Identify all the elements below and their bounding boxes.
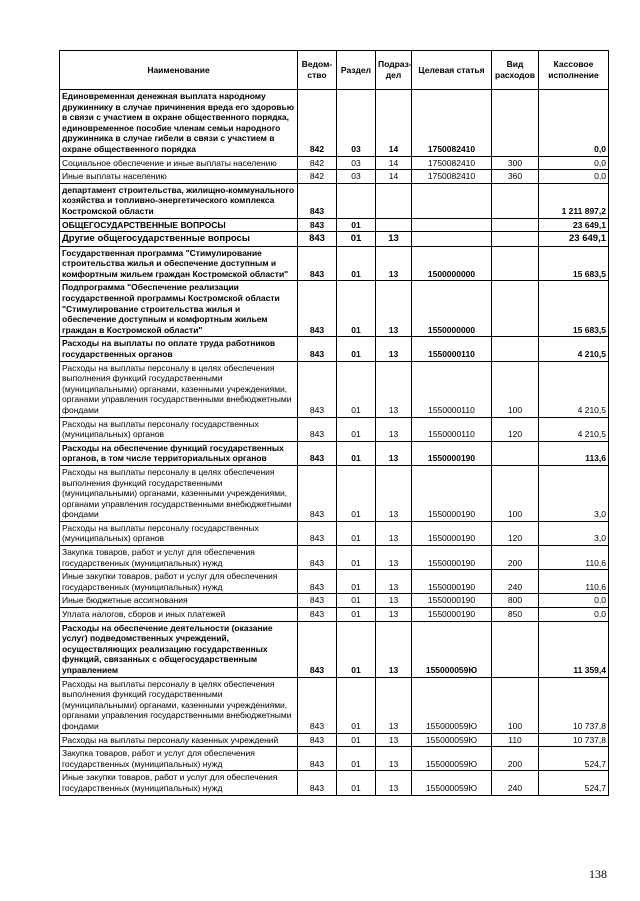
- row-name: Расходы на выплаты персоналу в целях обеспечения выполнения функций государственными (муниципальными) органами, казенными учреждениями, органами управления государственными внебюджетными фондами: [60, 361, 298, 417]
- row-celevaya-statya: 1750082410: [412, 156, 492, 170]
- row-vedomstvo: 843: [298, 465, 337, 521]
- page-number: 138: [589, 867, 607, 881]
- row-kassovoe-ispolnenie: 10 737,8: [539, 677, 609, 733]
- row-kassovoe-ispolnenie: 0,0: [539, 90, 609, 157]
- row-name: департамент строительства, жилищно-коммунального хозяйства и топливно-энергетического комплекса Костромской области: [60, 183, 298, 218]
- row-name: Расходы на обеспечение функций государственных органов, в том числе территориальных органов: [60, 441, 298, 465]
- row-podrazdel: 13: [376, 747, 412, 771]
- row-name: Уплата налогов, сборов и иных платежей: [60, 608, 298, 622]
- row-name: Единовременная денежная выплата народному дружиннику в случае причинения вреда его здоровью в связи с участием в охране общественного порядка, единовременное пособие членам семьи народного дружинника в случае гибели в связи с участием в охране общественного порядка: [60, 90, 298, 157]
- row-vedomstvo: 843: [298, 621, 337, 677]
- table-row: [60, 747, 609, 771]
- row-vedomstvo: 843: [298, 281, 337, 337]
- row-kassovoe-ispolnenie: 15 683,5: [539, 281, 609, 337]
- row-kassovoe-ispolnenie: 23 649,1: [539, 232, 609, 247]
- row-name: Расходы на выплаты персоналу казенных учреждений: [60, 733, 298, 747]
- row-razdel: 03: [337, 90, 376, 157]
- row-celevaya-statya: 1550000190: [412, 608, 492, 622]
- row-kassovoe-ispolnenie: 23 649,1: [539, 218, 609, 232]
- row-razdel: 03: [337, 170, 376, 184]
- row-razdel: 01: [337, 218, 376, 232]
- row-kassovoe-ispolnenie: 0,0: [539, 608, 609, 622]
- row-podrazdel: 13: [376, 677, 412, 733]
- table-row: [60, 441, 609, 465]
- row-name: ОБЩЕГОСУДАРСТВЕННЫЕ ВОПРОСЫ: [60, 218, 298, 232]
- row-podrazdel: 13: [376, 771, 412, 795]
- table-row: [60, 608, 609, 622]
- row-podrazdel: 13: [376, 465, 412, 521]
- table-row: [60, 417, 609, 441]
- header-razdel: Раздел: [337, 51, 376, 90]
- row-podrazdel: 13: [376, 594, 412, 608]
- table-row: [60, 677, 609, 733]
- row-celevaya-statya: 1550000190: [412, 521, 492, 545]
- row-kassovoe-ispolnenie: 524,7: [539, 747, 609, 771]
- row-name: Расходы на обеспечение деятельности (оказание услуг) подведомственных учреждений, осуществляющих реализацию государственных функций, связанных с общегосударственным управлением: [60, 621, 298, 677]
- row-razdel: 01: [337, 232, 376, 247]
- row-podrazdel: 13: [376, 281, 412, 337]
- row-celevaya-statya: 1500000000: [412, 246, 492, 281]
- row-name: Расходы на выплаты персоналу государственных (муниципальных) органов: [60, 417, 298, 441]
- header-vid-raskhodov: Вид расходов: [492, 51, 539, 90]
- row-vid-raskhodov: [492, 183, 539, 218]
- row-kassovoe-ispolnenie: 4 210,5: [539, 361, 609, 417]
- row-podrazdel: 13: [376, 733, 412, 747]
- row-vedomstvo: 842: [298, 90, 337, 157]
- row-celevaya-statya: 1750082410: [412, 90, 492, 157]
- row-kassovoe-ispolnenie: 11 359,4: [539, 621, 609, 677]
- row-vedomstvo: 843: [298, 417, 337, 441]
- row-vedomstvo: 842: [298, 170, 337, 184]
- row-razdel: 01: [337, 608, 376, 622]
- row-vid-raskhodov: 110: [492, 733, 539, 747]
- row-vedomstvo: 843: [298, 337, 337, 361]
- row-name: Закупка товаров, работ и услуг для обеспечения государственных (муниципальных) нужд: [60, 747, 298, 771]
- row-name: Иные бюджетные ассигнования: [60, 594, 298, 608]
- row-razdel: 01: [337, 521, 376, 545]
- row-celevaya-statya: 155000059Ю: [412, 677, 492, 733]
- row-celevaya-statya: 1750082410: [412, 170, 492, 184]
- table-row: [60, 246, 609, 281]
- row-vid-raskhodov: [492, 232, 539, 247]
- row-vid-raskhodov: 120: [492, 521, 539, 545]
- row-name: Расходы на выплаты персоналу в целях обеспечения выполнения функций государственными (муниципальными) органами, казенными учреждениями, органами управления государственными внебюджетными фондами: [60, 465, 298, 521]
- table-header-row: [60, 51, 609, 90]
- row-kassovoe-ispolnenie: 0,0: [539, 594, 609, 608]
- row-razdel: 01: [337, 747, 376, 771]
- row-vid-raskhodov: 240: [492, 570, 539, 594]
- row-name: Иные выплаты населению: [60, 170, 298, 184]
- row-vedomstvo: 843: [298, 546, 337, 570]
- row-vid-raskhodov: [492, 90, 539, 157]
- table-row: [60, 521, 609, 545]
- row-kassovoe-ispolnenie: 10 737,8: [539, 733, 609, 747]
- row-razdel: 01: [337, 546, 376, 570]
- row-podrazdel: 14: [376, 90, 412, 157]
- row-vedomstvo: 843: [298, 183, 337, 218]
- table-row: [60, 465, 609, 521]
- row-podrazdel: 14: [376, 170, 412, 184]
- row-kassovoe-ispolnenie: 3,0: [539, 465, 609, 521]
- row-razdel: 03: [337, 156, 376, 170]
- row-vid-raskhodov: 120: [492, 417, 539, 441]
- table-row: [60, 337, 609, 361]
- row-name: Подпрограмма "Обеспечение реализации государственной программы Костромской области "Стимулирование строительства жилья и обеспечение доступным и комфортным жильем граждан в Костромской области": [60, 281, 298, 337]
- row-celevaya-statya: 1550000190: [412, 465, 492, 521]
- row-vid-raskhodov: 360: [492, 170, 539, 184]
- table-row: [60, 156, 609, 170]
- row-kassovoe-ispolnenie: 110,6: [539, 546, 609, 570]
- row-kassovoe-ispolnenie: 110,6: [539, 570, 609, 594]
- row-vid-raskhodov: 300: [492, 156, 539, 170]
- row-name: Расходы на выплаты персоналу государственных (муниципальных) органов: [60, 521, 298, 545]
- row-razdel: 01: [337, 441, 376, 465]
- row-celevaya-statya: 155000059Ю: [412, 733, 492, 747]
- row-razdel: 01: [337, 570, 376, 594]
- row-razdel: [337, 183, 376, 218]
- header-podrazdel: Подраз-дел: [376, 51, 412, 90]
- row-vid-raskhodov: 200: [492, 546, 539, 570]
- row-vedomstvo: 843: [298, 246, 337, 281]
- row-vid-raskhodov: 240: [492, 771, 539, 795]
- row-razdel: 01: [337, 733, 376, 747]
- row-podrazdel: 13: [376, 621, 412, 677]
- row-vedomstvo: 843: [298, 232, 337, 247]
- row-razdel: 01: [337, 621, 376, 677]
- row-podrazdel: 13: [376, 361, 412, 417]
- row-podrazdel: 13: [376, 546, 412, 570]
- row-vid-raskhodov: 100: [492, 361, 539, 417]
- row-celevaya-statya: 1550000190: [412, 546, 492, 570]
- row-razdel: 01: [337, 594, 376, 608]
- row-vid-raskhodov: 100: [492, 465, 539, 521]
- row-kassovoe-ispolnenie: 15 683,5: [539, 246, 609, 281]
- table-row: [60, 621, 609, 677]
- row-celevaya-statya: 1550000110: [412, 417, 492, 441]
- row-vedomstvo: 843: [298, 570, 337, 594]
- row-vedomstvo: 843: [298, 218, 337, 232]
- row-razdel: 01: [337, 771, 376, 795]
- row-celevaya-statya: 155000059Ю: [412, 621, 492, 677]
- row-name: Государственная программа "Стимулирование строительства жилья и обеспечение доступным и комфортным жильем граждан Костромской области": [60, 246, 298, 281]
- row-vedomstvo: 843: [298, 747, 337, 771]
- table-row: [60, 733, 609, 747]
- row-vedomstvo: 843: [298, 521, 337, 545]
- row-celevaya-statya: 155000059Ю: [412, 771, 492, 795]
- row-vid-raskhodov: [492, 337, 539, 361]
- row-celevaya-statya: 1550000110: [412, 361, 492, 417]
- row-podrazdel: 14: [376, 156, 412, 170]
- table-row: [60, 281, 609, 337]
- row-razdel: 01: [337, 417, 376, 441]
- row-name: Другие общегосударственные вопросы: [60, 232, 298, 247]
- row-celevaya-statya: [412, 218, 492, 232]
- table-row: [60, 546, 609, 570]
- row-podrazdel: [376, 218, 412, 232]
- row-vedomstvo: 843: [298, 733, 337, 747]
- table-row: [60, 570, 609, 594]
- row-podrazdel: 13: [376, 232, 412, 247]
- row-celevaya-statya: [412, 183, 492, 218]
- header-name: Наименование: [60, 51, 298, 90]
- row-kassovoe-ispolnenie: 0,0: [539, 170, 609, 184]
- row-kassovoe-ispolnenie: 524,7: [539, 771, 609, 795]
- row-podrazdel: [376, 183, 412, 218]
- row-name: Иные закупки товаров, работ и услуг для обеспечения государственных (муниципальных) нужд: [60, 570, 298, 594]
- row-name: Расходы на выплаты по оплате труда работников государственных органов: [60, 337, 298, 361]
- row-vid-raskhodov: 100: [492, 677, 539, 733]
- budget-table: [59, 50, 609, 796]
- row-vid-raskhodov: [492, 246, 539, 281]
- row-vid-raskhodov: [492, 441, 539, 465]
- row-razdel: 01: [337, 361, 376, 417]
- row-razdel: 01: [337, 246, 376, 281]
- table-row: [60, 218, 609, 232]
- row-kassovoe-ispolnenie: 4 210,5: [539, 337, 609, 361]
- table-row: [60, 170, 609, 184]
- row-kassovoe-ispolnenie: 0,0: [539, 156, 609, 170]
- row-razdel: 01: [337, 677, 376, 733]
- row-podrazdel: 13: [376, 521, 412, 545]
- header-kassovoe-ispolnenie: Кассовое исполнение: [539, 51, 609, 90]
- row-podrazdel: 13: [376, 246, 412, 281]
- table-row: [60, 594, 609, 608]
- row-kassovoe-ispolnenie: 113,6: [539, 441, 609, 465]
- table-row: [60, 183, 609, 218]
- row-podrazdel: 13: [376, 441, 412, 465]
- row-celevaya-statya: [412, 232, 492, 247]
- table-row: [60, 232, 609, 247]
- table-row: [60, 361, 609, 417]
- row-podrazdel: 13: [376, 337, 412, 361]
- row-name: Социальное обеспечение и иные выплаты населению: [60, 156, 298, 170]
- row-vedomstvo: 843: [298, 441, 337, 465]
- row-name: Закупка товаров, работ и услуг для обеспечения государственных (муниципальных) нужд: [60, 546, 298, 570]
- table-row: [60, 771, 609, 795]
- header-vedomstvo: Ведом-ство: [298, 51, 337, 90]
- row-vid-raskhodov: [492, 218, 539, 232]
- row-vedomstvo: 842: [298, 156, 337, 170]
- row-razdel: 01: [337, 465, 376, 521]
- row-vedomstvo: 843: [298, 361, 337, 417]
- row-podrazdel: 13: [376, 417, 412, 441]
- row-vedomstvo: 843: [298, 677, 337, 733]
- row-vedomstvo: 843: [298, 594, 337, 608]
- row-kassovoe-ispolnenie: 1 211 897,2: [539, 183, 609, 218]
- table-body: [60, 90, 609, 796]
- row-vedomstvo: 843: [298, 608, 337, 622]
- row-vid-raskhodov: [492, 281, 539, 337]
- row-celevaya-statya: 1550000110: [412, 337, 492, 361]
- row-vedomstvo: 843: [298, 771, 337, 795]
- row-name: Расходы на выплаты персоналу в целях обеспечения выполнения функций государственными (муниципальными) органами, казенными учреждениями, органами управления государственными внебюджетными фондами: [60, 677, 298, 733]
- row-podrazdel: 13: [376, 570, 412, 594]
- row-vid-raskhodov: 800: [492, 594, 539, 608]
- table-row: [60, 90, 609, 157]
- row-kassovoe-ispolnenie: 3,0: [539, 521, 609, 545]
- row-kassovoe-ispolnenie: 4 210,5: [539, 417, 609, 441]
- row-celevaya-statya: 1550000190: [412, 570, 492, 594]
- row-podrazdel: 13: [376, 608, 412, 622]
- row-razdel: 01: [337, 281, 376, 337]
- row-celevaya-statya: 1550000190: [412, 594, 492, 608]
- row-celevaya-statya: 155000059Ю: [412, 747, 492, 771]
- row-name: Иные закупки товаров, работ и услуг для обеспечения государственных (муниципальных) нужд: [60, 771, 298, 795]
- row-razdel: 01: [337, 337, 376, 361]
- row-vid-raskhodov: [492, 621, 539, 677]
- header-celevaya-statya: Целевая статья: [412, 51, 492, 90]
- row-vid-raskhodov: 850: [492, 608, 539, 622]
- row-celevaya-statya: 1550000000: [412, 281, 492, 337]
- row-vid-raskhodov: 200: [492, 747, 539, 771]
- row-celevaya-statya: 1550000190: [412, 441, 492, 465]
